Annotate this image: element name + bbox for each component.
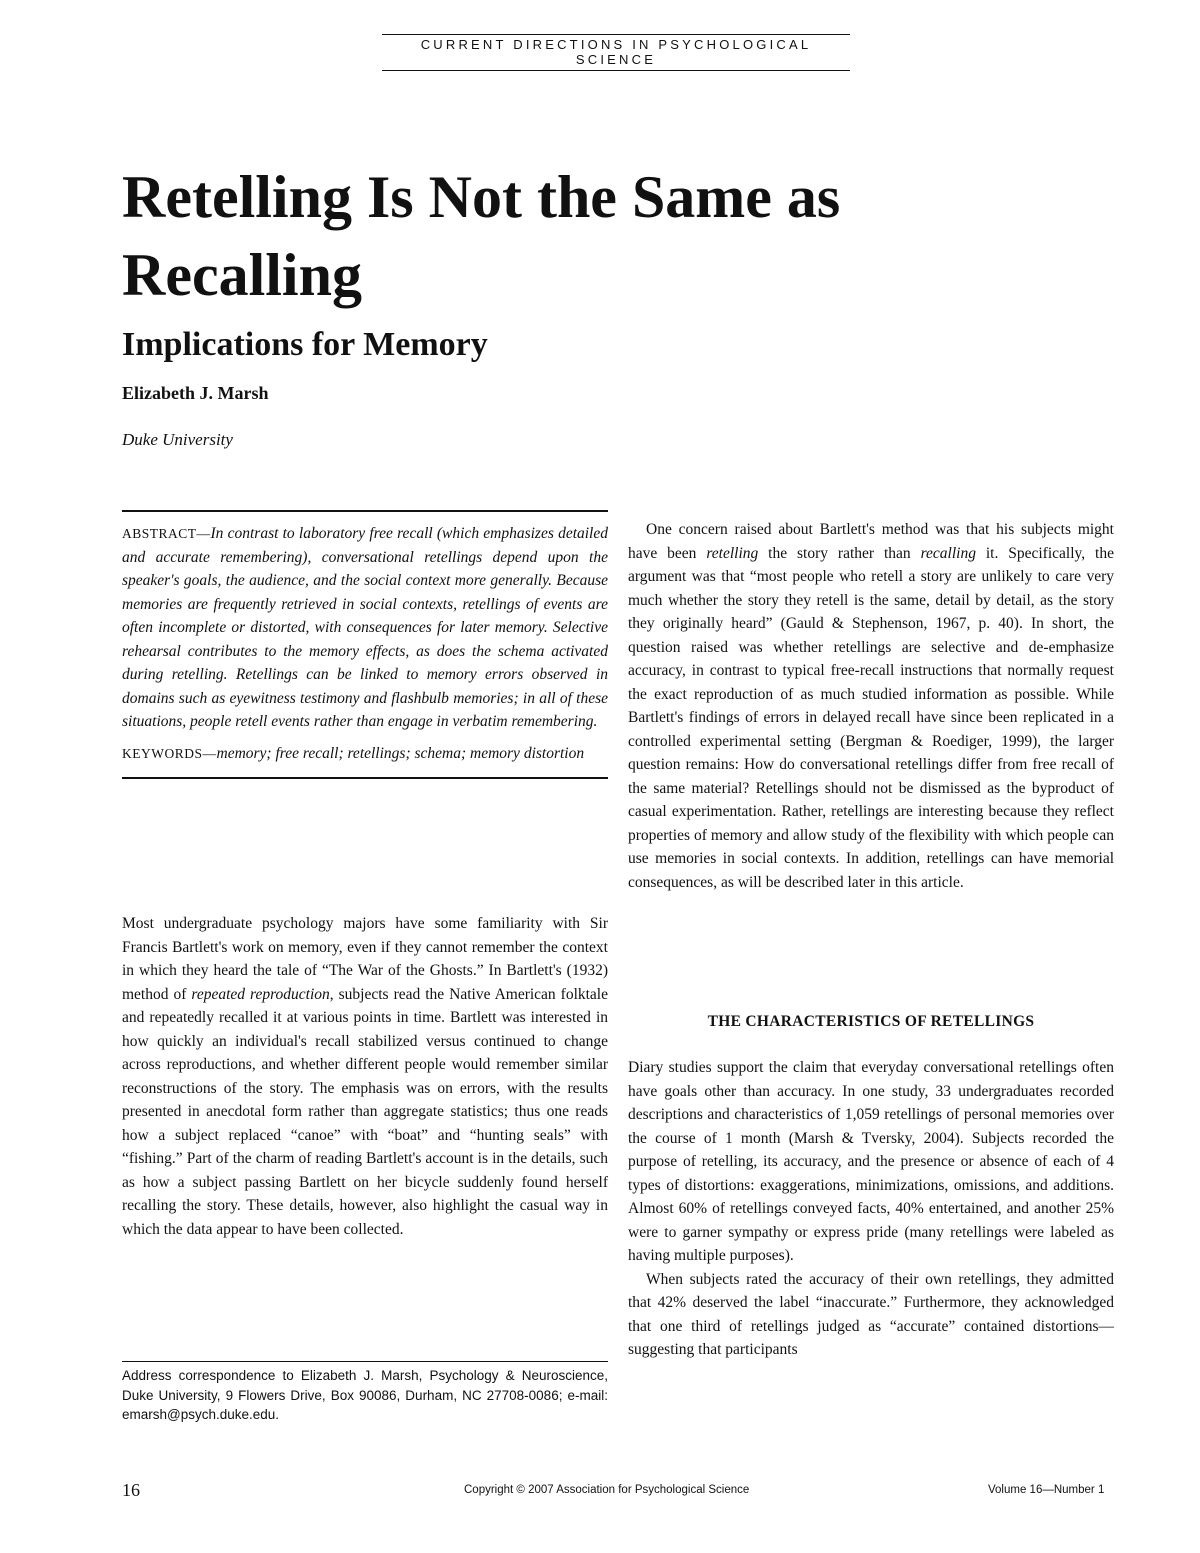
keywords bbox=[122, 742, 608, 766]
page-number: 16 bbox=[122, 1480, 140, 1500]
body-paragraph bbox=[628, 518, 1114, 894]
body-text: the story rather than bbox=[758, 544, 921, 562]
abstract-box bbox=[122, 510, 608, 779]
body-emphasis: repeated reproduction bbox=[191, 985, 330, 1003]
running-head: CURRENT DIRECTIONS IN PSYCHOLOGICAL SCIENCE bbox=[382, 34, 850, 71]
abstract bbox=[122, 522, 608, 734]
abstract-text: In contrast to laboratory free recall (which emphasizes detailed and accurate remembering), conversational retellings depend upon the speaker's goals, the audience, and the social context more generally. Because memories are frequently retrieved in social contexts, retellings of events are often incomplete or distorted, with consequences for later memory. Selective rehearsal contributes to the memory effects, as does the schema activated during retelling. Retellings can be linked to memory errors observed in domains such as eyewitness testimony and flashbulb memories; in all of these situations, people retell events rather than engage in verbatim remembering. bbox=[122, 525, 608, 730]
author-name: Elizabeth J. Marsh bbox=[122, 383, 269, 403]
correspondence-footnote: Address correspondence to Elizabeth J. Marsh, Psychology & Neuroscience, Duke University, 9 Flowers Drive, Box 90086, Durham, NC 27708-0086; e-mail: emarsh@psych.duke.edu. bbox=[122, 1361, 608, 1425]
right-column-intro bbox=[628, 518, 1114, 894]
body-paragraph bbox=[122, 912, 608, 1241]
body-text: it. Specifically, the argument was that “most people who retell a story are unlikely to care very much whether the story they retell is the same, detail by detail, as the story they originally heard” (Gauld & Stephenson, 1967, p. 40). In short, the question raised was whether retellings are selective and de-emphasize accuracy, in contrast to typical free-recall instructions that normally request the exact reproduction of as much studied information as possible. While Bartlett's findings of errors in delayed recall have since been replicated in a controlled experimental setting (Bergman & Roediger, 1999), the larger question remains: How do conversational retellings differ from free recall of the same material? Retellings should not be dismissed as the byproduct of casual experimentation. Rather, retellings are interesting because they reflect properties of memory and allow study of the flexibility with which people can use memories in social contexts. In addition, retellings can have memorial consequences, as will be described later in this article. bbox=[628, 544, 1114, 891]
body-paragraph: Diary studies support the claim that everyday conversational retellings often have goals other than accuracy. In one study, 33 undergraduates recorded descriptions and characteristics of 1,059 retellings of personal memories over the course of 1 month (Marsh & Tversky, 2004). Subjects recorded the purpose of retelling, its accuracy, and the presence or absence of each of 4 types of distortions: exaggerations, minimizations, omissions, and additions. Almost 60% of retellings conveyed facts, 40% entertained, and another 25% were to garner sympathy or express pride (many retellings were labeled as having multiple purposes). bbox=[628, 1059, 1114, 1264]
body-emphasis: recalling bbox=[920, 544, 976, 562]
left-column-body bbox=[122, 912, 608, 1241]
keywords-label: KEYWORDS— bbox=[122, 745, 217, 761]
body-text: Most undergraduate psychology majors have some familiarity with Sir Francis Bartlett's work on memory, even if they cannot remember the context in which they heard the tale of “The War of the Ghosts.” In Bartlett's (1932) method of bbox=[122, 915, 608, 1003]
volume-issue: Volume 16—Number 1 bbox=[988, 1484, 1105, 1496]
article-title: Retelling Is Not the Same as Recalling bbox=[122, 164, 841, 308]
section-heading: THE CHARACTERISTICS OF RETELLINGS bbox=[707, 1013, 1035, 1030]
right-column-body bbox=[628, 1056, 1114, 1362]
copyright-line: Copyright © 2007 Association for Psychological Science bbox=[464, 1484, 750, 1496]
keywords-text: memory; free recall; retellings; schema; memory distortion bbox=[216, 744, 585, 762]
article-subtitle: Implications for Memory bbox=[122, 326, 488, 363]
author-affiliation: Duke University bbox=[122, 430, 233, 449]
body-text: , subjects read the Native American folktale and repeatedly recalled it at various points in time. Bartlett was interested in how quickly an individual's recall stabilized versus continued to change across reproductions, and whether different people would remember similar reconstructions of the story. The emphasis was on errors, with the results presented in anecdotal form rather than aggregate statistics; thus one reads how a subject replaced “canoe” with “boat” and “hunting seals” with “fishing.” Part of the charm of reading Bartlett's account is in the details, such as how a subject passing Bartlett on her bicycle suddenly found herself recalling the story. These details, however, also highlight the casual way in which the data appear to have been collected. bbox=[122, 985, 608, 1238]
abstract-label: ABSTRACT— bbox=[122, 526, 211, 541]
body-text: One concern raised about Bartlett's method was that his subjects might have been bbox=[628, 521, 1114, 562]
body-emphasis: retelling bbox=[706, 544, 759, 562]
body-paragraph: When subjects rated the accuracy of their own retellings, they admitted that 42% deserved the label “inaccurate.” Furthermore, they acknowledged that one third of retellings judged as “accurate” contained distortions—suggesting that participants bbox=[628, 1270, 1114, 1358]
